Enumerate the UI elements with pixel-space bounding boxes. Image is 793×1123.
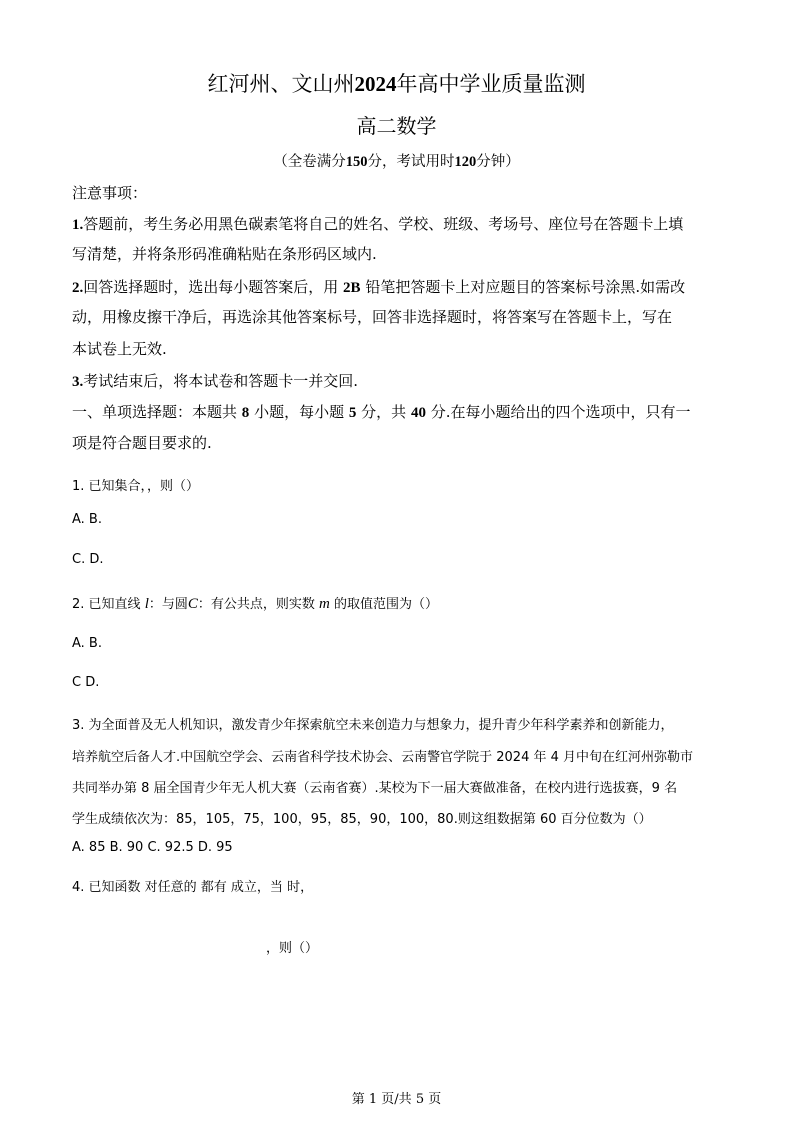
question-4-tail: ，则（）: [266, 941, 319, 956]
question-3-line-4: 学生成绩依次为：85，105，75，100，95，85，90，100，80.则这组数据第 60 百分位数为（）: [72, 812, 652, 827]
question-3-options: A. 85 B. 90 C. 92.5 D. 95: [72, 840, 233, 855]
note-2-line-1: 2.回答选择题时，选出每小题答案后，用 2B 铅笔把答题卡上对应题目的答案标号涂黑.如需改: [72, 278, 686, 296]
question-1-stem: 1. 已知集合，，则（）: [72, 479, 200, 494]
notes-heading: 注意事项：: [72, 184, 148, 202]
section-1-line-1: 一、单项选择题：本题共 8 小题，每小题 5 分，共 40 分.在每小题给出的四个选项中，只有一: [72, 403, 691, 421]
question-3-line-1: 3. 为全面普及无人机知识，激发青少年探索航空未来创造力与想象力，提升青少年科学素养和创新能力，: [72, 718, 674, 733]
note-1-line-2: 写清楚，并将条形码准确粘贴在条形码区域内.: [72, 245, 377, 263]
note-1-line-1: 1.答题前，考生务必用黑色碳素笔将自己的姓名、学校、班级、考场号、座位号在答题卡上填: [72, 215, 684, 233]
page-title: 红河州、文山州2024年高中学业质量监测: [207, 72, 586, 96]
question-2-options-cd: C D.: [72, 675, 100, 690]
note-2-line-3: 本试卷上无效.: [72, 340, 167, 358]
question-1-options-ab: A. B.: [72, 512, 102, 527]
question-2-stem: 2. 已知直线 l：与圆C：有公共点，则实数 m 的取值范围为（）: [72, 596, 439, 612]
question-3-line-2: 培养航空后备人才.中国航空学会、云南省科学技术协会、云南警官学院于 2024 年 4 月中旬在红河州弥勒市: [72, 750, 694, 765]
question-1-options-cd: C. D.: [72, 552, 104, 567]
page-number: 第 1 页/共 5 页: [351, 1092, 442, 1107]
question-2-options-ab: A. B.: [72, 636, 102, 651]
page-subtitle: 高二数学: [356, 114, 437, 138]
question-3-line-3: 共同举办第 8 届全国青少年无人机大赛（云南省赛）.某校为下一届大赛做准备，在校内进行选拔赛，9 名: [72, 781, 678, 796]
note-2-line-2: 动，用橡皮擦干净后，再选涂其他答案标号，回答非选择题时，将答案写在答题卡上，写在: [72, 308, 673, 326]
question-4-stem: 4. 已知函数 对任意的 都有 成立，当 时，: [72, 880, 314, 895]
section-1-line-2: 项是符合题目要求的.: [72, 434, 212, 452]
exam-meta: （全卷满分150分，考试用时120分钟）: [273, 154, 520, 170]
note-3-line-1: 3.考试结束后，将本试卷和答题卡一并交回.: [72, 372, 359, 390]
